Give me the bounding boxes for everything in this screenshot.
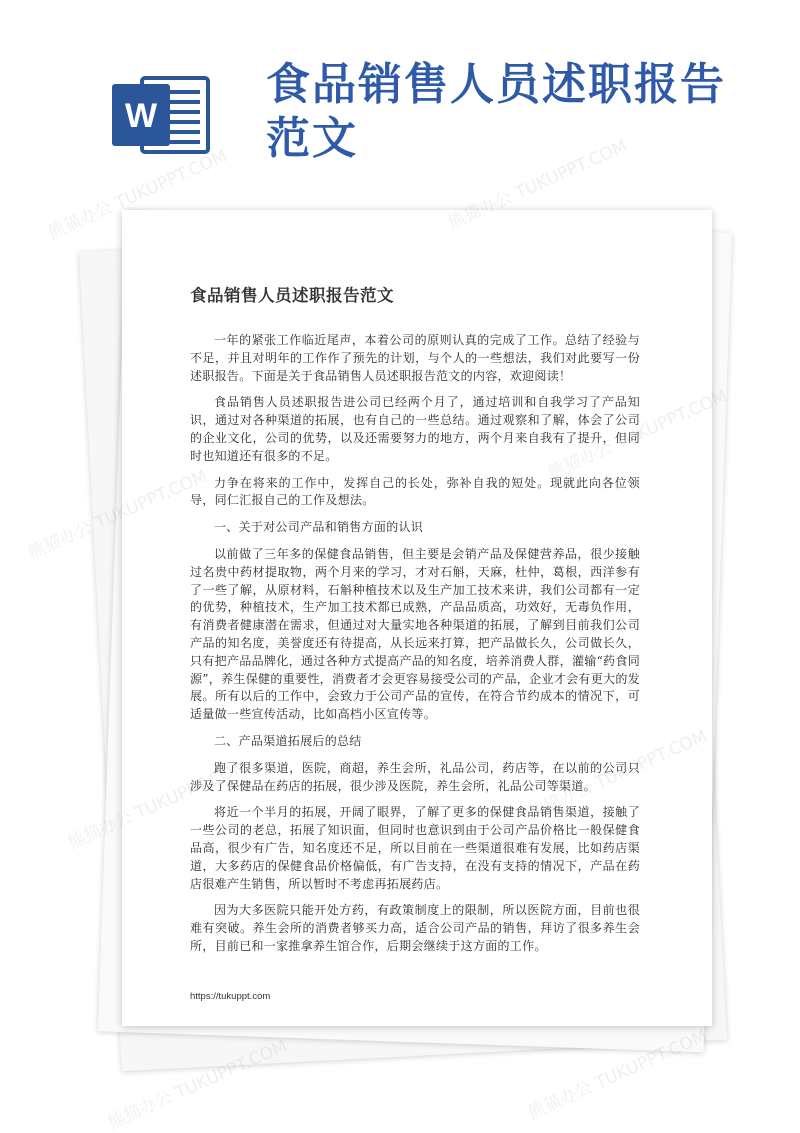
source-url: https://tukuppt.com	[190, 991, 271, 1002]
section-heading-1: 一、关于对公司产品和销售方面的认识	[214, 520, 424, 535]
watermark-text: 熊猫办公	[25, 517, 96, 564]
paragraph-product-knowledge: 以前做了三年多的保健食品销售，但主要是会销产品及保健营养品，很少接触过名贵中药材提取物，两个月来的学习，才对石斛，天麻，杜仲，葛根，西洋参有了一些了解，从原材料，石斛种植技术以及生产加工技术来讲，我们公司都有一定的优势，种植技术，生产加工技术都已成熟，产品品质高，功效好，无毒负作用，有消费者健康潜在需求，但通过对大量实地各种渠道的拓展，了解到目前我们公司产品的知名度，美誉度还有待提高，从长远来打算，把产品做长久，公司做长久，只有把产品品牌化，通过各种方式提高产品的知名度，培养消费人群，灌输“药食同源”，养生保健的重要性，消费者才会更容易接受公司的产品，企业才会有更大的发展。所有以后的工作中，会致力于公司产品的宣传，在符合节约成本的情况下，可适量做一些宣传活动，比如高档小区宣传等。	[190, 546, 640, 722]
document-body	[190, 282, 640, 965]
page-title: 食品销售人员述职报告范文	[266, 59, 726, 164]
watermark-text: 熊猫办公 TUKUPPT.COM	[525, 1026, 711, 1124]
watermark-text: 熊猫办公	[65, 807, 136, 854]
paragraph-channels: 跑了很多渠道，医院，商超，养生会所，礼品公司，药店等，在以前的公司只涉及了保健品在药店的拓展，很少涉及医院，养生会所，礼品公司等渠道。	[190, 760, 640, 793]
word-icon-letter: W	[124, 97, 158, 135]
paragraph-overview: 食品销售人员述职报告进公司已经两个月了，通过培训和自我学习了产品知识，通过对各种渠道的拓展，也有自己的一些总结。通过观察和了解，体会了公司的企业文化，公司的优势，以及还需要努力的地方，两个月来自我有了提升，但同时也知道还有很多的不足。	[190, 395, 640, 463]
paragraph-hospitals: 因为大多医院只能开处方药，有政策制度上的限制，所以医院方面，目前也很难有突破。养生会所的消费者够买力高，适合公司产品的销售，拜访了很多养生会所，目前已和一家推拿养生馆合作，后期会继续于这方面的工作。	[190, 903, 640, 953]
paragraph-intro: 一年的紧张工作临近尾声，本着公司的原则认真的完成了工作。总结了经验与不足，并且对明年的工作作了预先的计划，与个人的一些想法，我们对此要写一份述职报告。下面是关于食品销售人员述职报告范文的内容，欢迎阅读！	[190, 333, 640, 383]
section-heading-2: 二、产品渠道拓展后的总结	[214, 733, 362, 748]
paragraph-expansion: 将近一个半月的拓展，开阔了眼界，了解了更多的保健食品销售渠道，接触了一些公司的老总，拓展了知识面，但同时也意识到由于公司产品价格比一般保健食品高，很少有广告，知名度还不足，所以目前在一些渠道很难有发展，比如药店渠道，大多药店的保健食品价格偏低，有广告支持，在没有支持的情况下，产品在药店很难产生销售，所以暂时不考虑再拓展药店。	[190, 805, 640, 891]
watermark-text: 熊猫办公 TUKUPPT.COM	[105, 1036, 291, 1133]
paragraph-goal: 力争在将来的工作中，发挥自己的长处，弥补自我的短处。现就此向各位领导，同仁汇报自己的工作及想法。	[190, 475, 640, 508]
document-title: 食品销售人员述职报告范文	[190, 286, 394, 305]
